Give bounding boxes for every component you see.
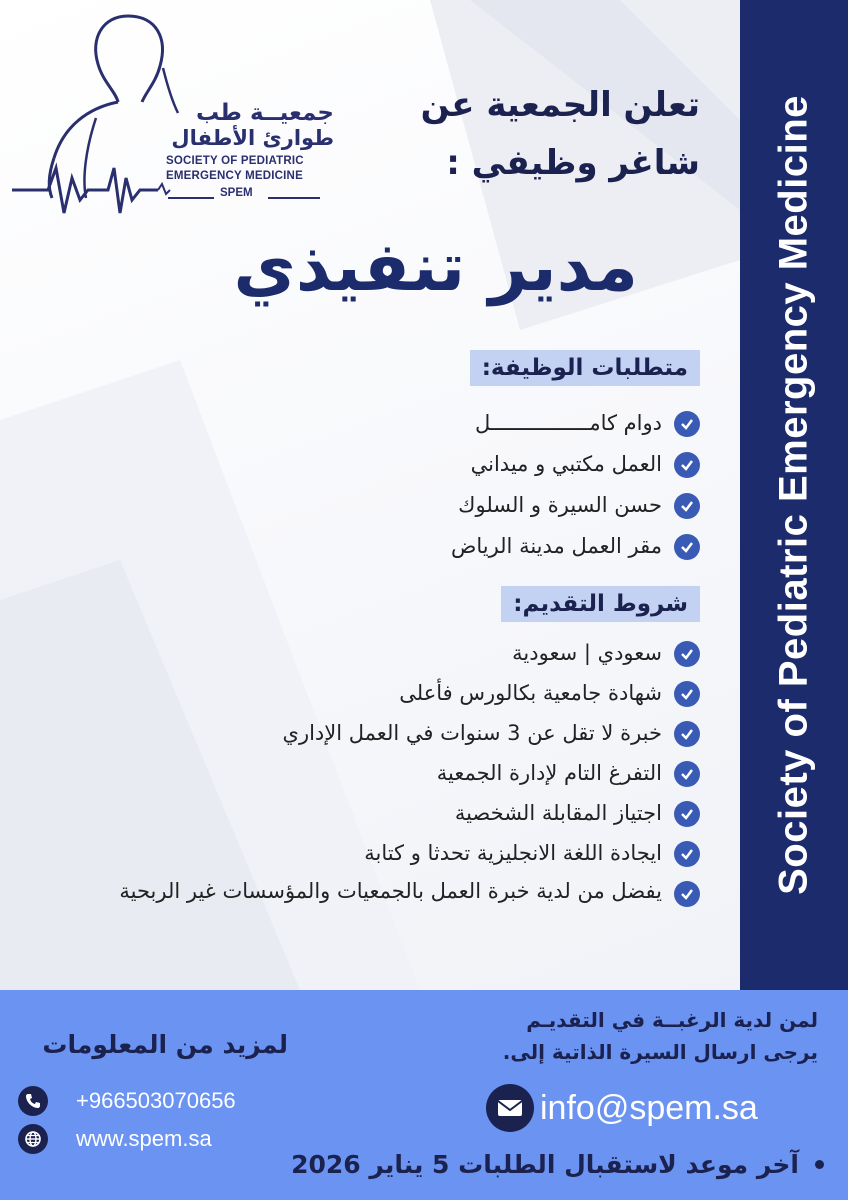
apply-line1: لمن لدية الرغبــة في التقديـم <box>526 1008 818 1032</box>
logo-arabic-line2: طوارئ الأطفال <box>171 126 334 150</box>
check-icon <box>674 534 700 560</box>
check-icon <box>674 681 700 707</box>
list-item <box>100 874 700 908</box>
list-item-text: ايجادة اللغة الانجليزية تحدثا و كتابة <box>364 841 662 865</box>
check-icon <box>674 721 700 747</box>
logo-english-line2: EMERGENCY MEDICINE <box>166 170 303 182</box>
mail-icon <box>486 1084 534 1132</box>
list-item-text: التفرغ التام لإدارة الجمعية <box>436 761 662 785</box>
check-icon <box>674 641 700 667</box>
check-icon <box>674 761 700 787</box>
apply-instructions <box>398 1004 818 1068</box>
list-item-text: شهادة جامعية بكالورس فأعلى <box>399 681 662 705</box>
apply-line2: يرجى ارسال السيرة الذاتية إلى. <box>502 1040 818 1064</box>
list-item-text: حسن السيرة و السلوك <box>458 493 662 517</box>
check-icon <box>674 881 700 907</box>
sidebar-title: Society of Pediatric Emergency Medicine <box>771 95 816 895</box>
check-icon <box>674 452 700 478</box>
phone-icon <box>18 1086 48 1116</box>
email-contact[interactable] <box>486 1084 758 1132</box>
list-item <box>100 527 700 568</box>
list-item <box>100 486 700 527</box>
conditions-list <box>100 634 700 908</box>
email-address[interactable]: info@spem.sa <box>540 1088 758 1127</box>
list-item-text: العمل مكتبي و ميداني <box>470 452 662 476</box>
list-item <box>100 674 700 714</box>
website-contact[interactable] <box>18 1124 212 1154</box>
side-band <box>740 0 848 990</box>
deadline-text: آخر موعد لاستقبال الطلبات 5 يناير 2026 <box>291 1150 799 1179</box>
check-icon <box>674 801 700 827</box>
list-item <box>100 754 700 794</box>
phone-contact[interactable] <box>18 1086 236 1116</box>
logo-abbreviation: SPEM <box>220 187 253 199</box>
bullet-icon <box>815 1160 824 1169</box>
list-item-text: اجتياز المقابلة الشخصية <box>454 801 662 825</box>
website-link[interactable]: www.spem.sa <box>76 1126 212 1151</box>
list-item <box>100 445 700 486</box>
list-item-text: سعودي | سعودية <box>512 641 662 665</box>
check-icon <box>674 841 700 867</box>
announcement-line1: تعلن الجمعية عن <box>420 85 700 125</box>
logo-english-line1: SOCIETY OF PEDIATRIC <box>166 155 304 167</box>
requirements-heading: متطلبات الوظيفة: <box>470 350 700 386</box>
announcement-line2: شاغر وظيفي : <box>446 143 700 183</box>
conditions-heading: شروط التقديم: <box>501 586 700 622</box>
job-title: مدير تنفيذي <box>233 228 638 307</box>
phone-number[interactable]: +966503070656 <box>76 1088 236 1113</box>
spem-logo <box>8 8 334 228</box>
more-info-heading: لمزيد من المعلومات <box>42 1030 288 1059</box>
check-icon <box>674 411 700 437</box>
requirements-list <box>100 404 700 568</box>
list-item-text: يفضل من لدية خبرة العمل بالجمعيات والمؤسسات غير الربحية <box>119 879 662 903</box>
globe-icon <box>18 1124 48 1154</box>
list-item-text: مقر العمل مدينة الرياض <box>450 534 662 558</box>
check-icon <box>674 493 700 519</box>
list-item <box>100 794 700 834</box>
list-item <box>100 634 700 674</box>
list-item <box>100 714 700 754</box>
announcement <box>340 76 700 192</box>
list-item-text: خبرة لا تقل عن 3 سنوات في العمل الإداري <box>282 721 662 745</box>
list-item <box>100 834 700 874</box>
list-item-text: دوام كامــــــــــــــــل <box>475 411 662 435</box>
logo-arabic-line1: جمعيــة طب <box>195 100 334 126</box>
list-item <box>100 404 700 445</box>
deadline <box>224 1150 824 1179</box>
